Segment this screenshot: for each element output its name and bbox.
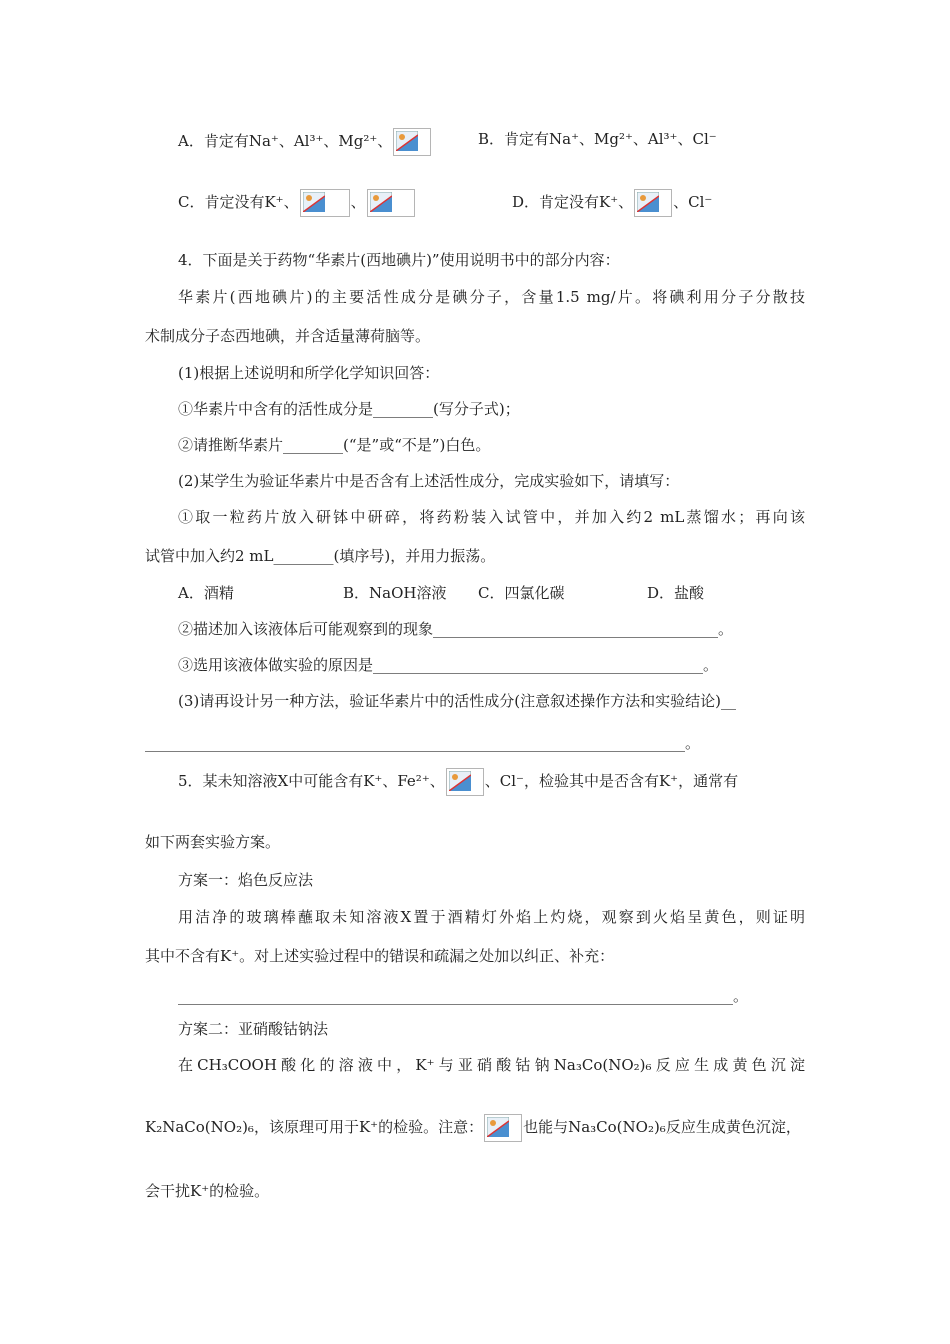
q4-option-a: A．酒精 <box>178 584 234 602</box>
option-c <box>178 189 416 217</box>
broken-image-icon <box>393 128 431 156</box>
option-c-text: C．肯定没有K⁺、 <box>178 193 299 211</box>
broken-image-icon <box>446 768 484 796</box>
q4-part2b: ②描述加入该液体后可能观察到的现象______________________________________。 <box>178 620 734 638</box>
q4-part3: (3)请再设计另一种方法，验证华素片中的活性成分(注意叙述操作方法和实验结论)__ <box>178 692 736 710</box>
q4-part2a-line1: ①取一粒药片放入研钵中研碎，将药粉装入试管中，并加入约2 mL蒸馏水；再向该 <box>178 508 805 526</box>
q5-scheme1-blank: __________________________________________________________________________。 <box>178 987 749 1005</box>
q4-part2a-line2: 试管中加入约2 mL________(填序号)，并用力振荡。 <box>145 547 496 565</box>
option-d <box>512 189 712 217</box>
broken-image-icon <box>300 189 350 217</box>
q5-scheme2-title: 方案二：亚硝酸钴钠法 <box>178 1020 329 1038</box>
q5-scheme2-line2 <box>145 1114 801 1142</box>
option-d-text: D．肯定没有K⁺、 <box>512 193 634 211</box>
q4-option-d: D．盐酸 <box>647 584 705 602</box>
option-b: B．肯定有Na⁺、Mg²⁺、Al³⁺、Cl⁻ <box>478 130 717 148</box>
q5-line1-post: 、Cl⁻，检验其中是否含有K⁺，通常有 <box>484 772 739 790</box>
q5-scheme2-line2-pre: K₂NaCo(NO₂)₆，该原理可用于K⁺的检验。注意： <box>145 1118 484 1136</box>
q5-scheme2-line2-post: 也能与Na₃Co(NO₂)₆反应生成黄色沉淀， <box>523 1118 801 1136</box>
q4-part1: (1)根据上述说明和所学化学知识回答： <box>178 364 440 382</box>
q4-desc-line2: 术制成分子态西地碘，并含适量薄荷脑等。 <box>145 327 431 345</box>
q5-scheme1-title: 方案一：焰色反应法 <box>178 871 314 889</box>
q5-line1 <box>178 768 738 796</box>
q5-scheme2-line3: 会干扰K⁺的检验。 <box>145 1182 270 1200</box>
q4-option-c: C．四氯化碳 <box>478 584 565 602</box>
q5-scheme2-line1: 在CH₃COOH酸化的溶液中，K⁺与亚硝酸钴钠Na₃Co(NO₂)₆反应生成黄色沉淀 <box>178 1056 805 1074</box>
q4-desc-line1: 华素片(西地碘片)的主要活性成分是碘分子，含量1.5 mg/片。将碘利用分子分散技 <box>178 288 805 306</box>
option-a <box>178 128 432 156</box>
q4-title: 4．下面是关于药物“华素片(西地碘片)”使用说明书中的部分内容： <box>178 251 620 269</box>
q4-part2c: ③选用该液体做实验的原因是____________________________________________。 <box>178 656 719 674</box>
broken-image-icon <box>484 1114 522 1142</box>
q5-scheme1-line1: 用洁净的玻璃棒蘸取未知溶液X置于酒精灯外焰上灼烧，观察到火焰呈黄色，则证明 <box>178 908 805 926</box>
broken-image-icon <box>367 189 415 217</box>
q5-line1-pre: 5．某未知溶液X中可能含有K⁺、Fe²⁺、 <box>178 772 445 790</box>
option-c-sep: 、 <box>350 193 366 211</box>
q4-option-b: B．NaOH溶液 <box>343 584 447 602</box>
option-d-post: 、Cl⁻ <box>673 193 713 211</box>
broken-image-icon <box>634 189 672 217</box>
q4-part2: (2)某学生为验证华素片中是否含有上述活性成分，完成实验如下，请填写： <box>178 472 680 490</box>
q4-part1b: ②请推断华素片________(“是”或“不是”)白色。 <box>178 436 491 454</box>
option-a-text: A．肯定有Na⁺、Al³⁺、Mg²⁺、 <box>178 132 393 150</box>
q4-part1a: ①华素片中含有的活性成分是________(写分子式)； <box>178 400 520 418</box>
q4-part3-blank: ________________________________________________________________________。 <box>145 734 701 752</box>
q5-scheme1-line2: 其中不含有K⁺。对上述实验过程中的错误和疏漏之处加以纠正、补充： <box>145 947 615 965</box>
q5-line2: 如下两套实验方案。 <box>145 833 281 851</box>
